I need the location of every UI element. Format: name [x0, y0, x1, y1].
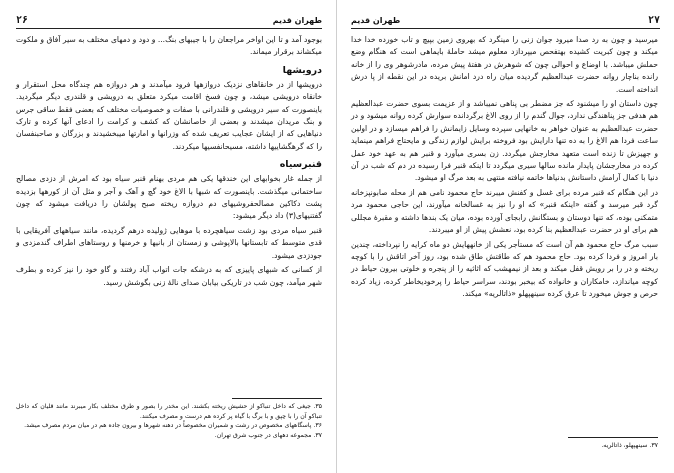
paragraph-1: میرسید و چون به رد صدا میرود جوان زنی را مینگرد که بهروی زمین بپیچ و تاب خورده خدا خدا میکند و چون کبریت کشیده بهتفحص میپردازد معلوم میشد حاملهٔ بایماهی است که هنگام وضع حملش میباشد. با اوضاع و احوالی چون که شوهرش در هفتهٔ پیش مرده، مادرشوهر وی را از خانه رانده بناچار روانه حضرت عبدالعظیم گردیده میان راه درد امانش بریده در این نقطه از پا درش انداخته است.	[351, 35, 658, 94]
ghanbar-paragraph-1: از جمله غار بخوابهای این خندقها یکی هم مردی بهنام قنبر سیاه بود که امرش از دزدی مصالح ساختمانی میگذشت. باینصورت که شبها با الاغ خود گچ و آهک و آجر و مثل آن از کورهها بزدیده پشت دکاکین مصالحفروشیهای دم دروازه ریخته صبح پولشان را دریافت میشود که چون گفتنیهای(۳) داد دیگر میشود:	[16, 174, 322, 221]
page-number: ۲۶	[16, 14, 29, 26]
footnote-35: ۳۵. جیغی که داخل تنباکو از حشیش ریخته بکشند. این مخدر را بصور و طرق مختلف بکار میبرند مانند قلیان که داخل تنباکو آن را با چپق و با برگ با گیاه پر کرده هم درست و مصرف میکنند.	[16, 403, 322, 420]
dervishes-paragraph: درویشها از در خانقاهای نزدیک دروازهها فرود میآمدند و هر دروازه هم چندگاه محل استقرار و خانقاه درویشی میشد، و چون فسخ اقامت میکرد متعلق به درویشی و قلندری دیگر میگردید. باینصورت که سیر درویشی و قلندرانی با صفات و خصوصیات مختلف که بعضی فقط ساقی جرس و بنگ مریدان میشدند و بعضی از خاصانشان که کشف و کرامت را ادعای آنها کرده و تارک دنیاهایی که از ایشان عجایب تعریف شده که وزرانها و امارتها میبخشیدند و بزرگان و صاحبنفسان را که گرهگشاییها داشته، مسیحانفسیها میکردند.	[16, 79, 322, 151]
footnote-37: ۳۷. سینهپهلو، ذاتالریه.	[601, 442, 658, 449]
paragraph-4: سبب مرگ حاج محمود هم آن است که مستأجر یکی از خانههایش دو ماه کرایه را نپرداخته، چندین بار امروز و فردا کرده بود. حاج محمود هم که طاقتش طاق شده بود، روز آخر اتاقش را با کوچه ریخته و در را بر رویش قفل میکند و بعد از نیمهشب که اثاثیه را از پنجره و خلوتی بیرون حیاط در کوچه میاندازد، خامکاران و خانواده که بیخبر بودند، سراسر حیاط را پرخودیخاطر کرده، زیاد کرده حرص و جوش میخورد تا عرق کرده سینهپهلو «ذاتالریه» میکند.	[351, 239, 658, 299]
section-title-ghanbar: قنبرسیاه	[279, 159, 322, 171]
header-rule	[351, 28, 660, 29]
left-page-header	[16, 14, 322, 26]
right-page	[337, 0, 674, 473]
intro-paragraph: بوجود آمد و تا این اواخر مراجعان را با جیبهای بنگ... و دود و دمهای مختلف به سیر آفاق و ملکوت میکشاند برقرار میماند.	[16, 35, 322, 57]
footnote-36: ۳۶. پاسگاههای مخصوص در رشت و شمیران مخصوصاً در دهنه شهرها و بیرون جاده هم در میان مردم مصرف میشد.	[24, 422, 322, 430]
ghanbar-paragraph-2: قنبر سیاه مردی بود زشت سیاهچرده با موهایی ژولیده درهم گردیده، مانند سیاههای آفریقایی با قدی متوسط که تابستانها بالاپوشی و زمستان از بانیها و خرمنها و روستاهای اطراف گندمزدی و جودزدی میشود.	[16, 225, 322, 260]
right-footnotes	[351, 437, 658, 451]
paragraph-3: در این هنگام که قنبر مرده برای غسل و کفنش میبرند حاج محمود نامی هم از محله صابونپزخانه گرد قبر میرسد و گفته «اینکه قنبر» که او را نیز به غسالخانه میآورند، این حاجی محمود مرد متمکنی بوده، که تنها دوستان و بستگانش رابجای آورده بوده، میان یک بندها داشته و مقبرهٔ مجللی هم برای او در حضرت عبدالعظیم بنا کرده بود، نعشش پیش از او میبردند.	[351, 187, 658, 235]
running-title: طهران قدیم	[272, 15, 322, 25]
footnote-37: ۳۷. مجموعه دههای در جنوب شرق تهران.	[214, 431, 322, 439]
footnote-rule	[232, 398, 322, 399]
right-page-body	[351, 34, 658, 303]
ghanbar-paragraph-3: از کسانی که شبهای پاییزی که به درشکه جات اتواب آباد رفتند و گاو خود را نیز کرده و بطرف شهر میآمد، چون شب در تاریکی بیابان صدای نالهٔ زنی بگوشش رسید.	[16, 265, 322, 287]
left-footnotes	[16, 398, 322, 440]
page-number: ۲۷	[647, 14, 660, 26]
section-title-dervishes: درویشها	[282, 64, 322, 76]
right-page-header	[351, 14, 660, 26]
running-title: طهران قدیم	[351, 15, 401, 25]
footnote-rule	[568, 437, 658, 438]
header-rule	[16, 28, 322, 29]
left-page-body	[16, 34, 322, 291]
paragraph-2: چون داستان او را میشنود که جز مضطر بی پناهی نمیباشد و از عزیمت بسوی حضرت عبدالعظیم هم هدفی جز پناهندگی ندارد، جوال گندم را از روی الاغ برگردانده سوارش کرده روانه میشود و در حضرت عبدالعظیم به عنوان خواهر به خانهایی سپرده وسایل زایمانش را فراهم میسازد و در اولین ساعت فردا هم الاغ را به ده تنها دارایش بود فروخته برایش لوازم زندگی و مایحتاج فراهم مینماید و جهیزش تا زنده است متعهد مخارجش میگردد. زن بسری میآورد و قنبر هم به عهد خود عمل کرده در مخارجشان پایدار مانده سالها سیری میگردد تا اینکه قنبر فرا رسیده در دم که شب در آن دنیا با کمال آرامش داستانش بدنیاها خاتمه نیافته منتهی به بعد مرگ او میشود.	[351, 99, 658, 183]
